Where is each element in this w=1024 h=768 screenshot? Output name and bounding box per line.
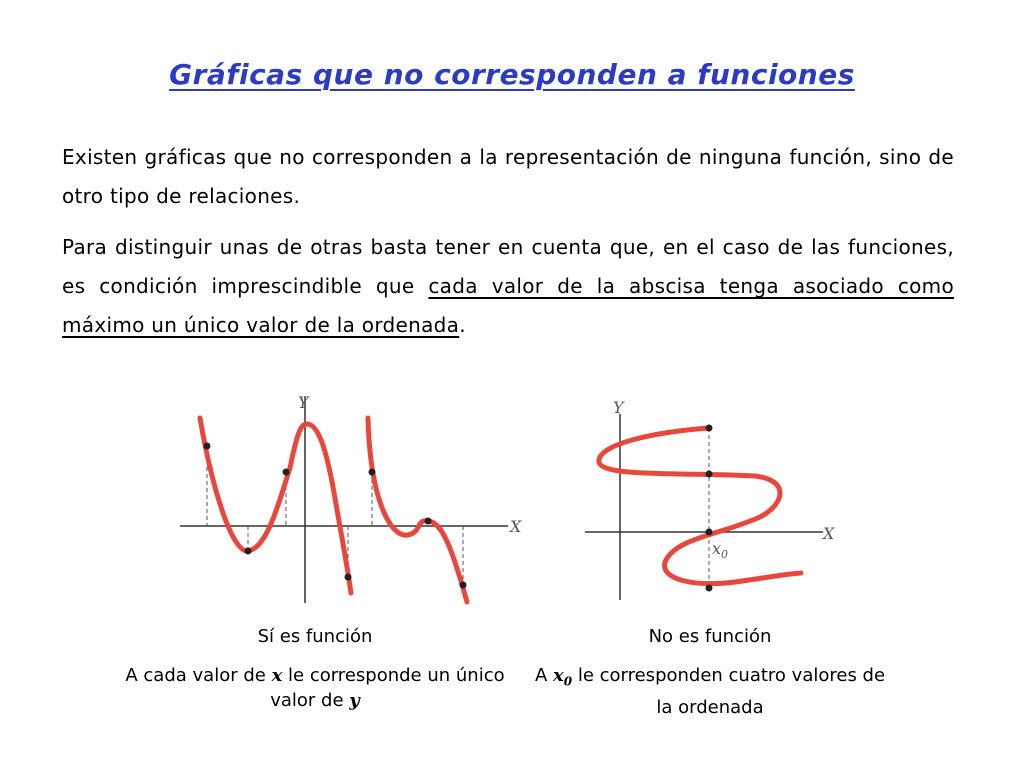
x-axis-label: X: [823, 524, 835, 543]
relation-curve: [599, 428, 801, 584]
rule-paragraph: [62, 228, 954, 345]
function-caption: Sí es función A cada valor de x le corresponde un único valor de y: [110, 624, 520, 713]
page-title: Gráficas que no corresponden a funciones: [169, 58, 855, 91]
intro-paragraph: Existen gráficas que no corresponden a la representación de ninguna función, sino de otro tipo de relaciones.: [62, 145, 954, 208]
function-caption-head: Sí es función: [257, 626, 373, 647]
rule-text-end: .: [459, 313, 466, 337]
x-axis-label: X: [510, 517, 522, 536]
projection-lines: [207, 446, 463, 585]
function-curve-right: [368, 418, 467, 602]
x0-label: $x_0$: [712, 539, 729, 561]
sample-points: [204, 443, 467, 589]
y-axis-label: Y: [298, 393, 309, 412]
y-axis-label: Y: [613, 398, 624, 417]
function-curve-left: [200, 418, 351, 593]
function-graph: [170, 388, 540, 610]
rule-underlined-text: cada valor de la abscisa tenga asociado como máximo un único valor de la ordenada: [62, 274, 954, 337]
non-function-caption: No es función A $x_0$ le corresponden cuatro valores de la ordenada: [530, 624, 890, 720]
rule-text-start: Para distinguir unas de otras basta tener en cuenta que, en el caso de las funciones, es condición imprescindible que: [62, 235, 954, 298]
non-function-graph: [575, 392, 855, 604]
non-function-caption-head: No es función: [648, 626, 772, 647]
